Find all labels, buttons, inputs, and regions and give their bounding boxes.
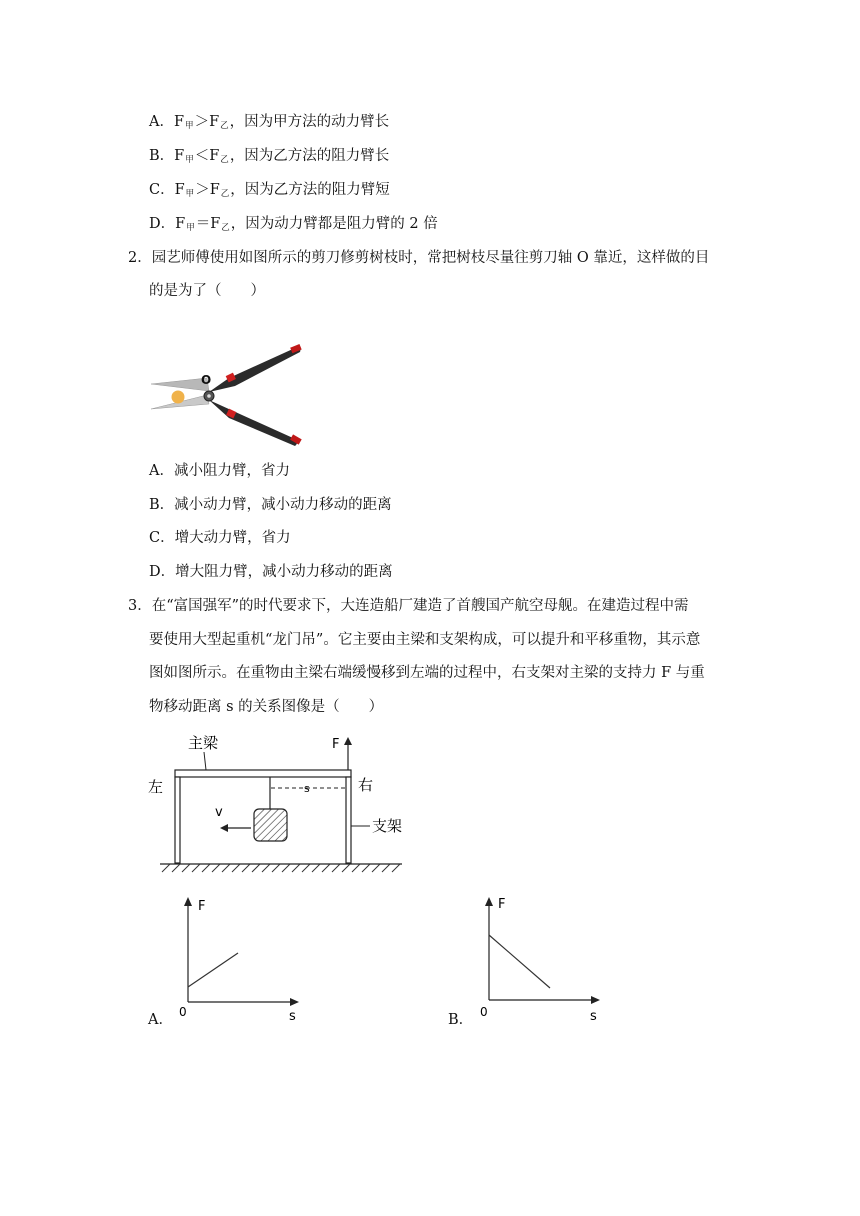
graph-b-line: [489, 935, 550, 988]
q2-option-c: C．增大动力臂，省力: [149, 530, 291, 546]
q2-option-b: B．减小动力臂，减小动力移动的距离: [149, 497, 392, 513]
right-label: 右: [358, 776, 374, 794]
q2-option-a: A．减小阻力臂，省力: [149, 463, 290, 479]
graph-option-b: [448, 890, 618, 1035]
q2-stem-line1: 2．园艺师傅使用如图所示的剪刀修剪树枝时，常把树枝尽量往剪刀轴 O 靠近，这样做的目: [128, 250, 710, 266]
graph-a-origin: 0: [179, 1005, 187, 1019]
load: [254, 809, 287, 841]
q1-option-d: D．$F_甲=F_乙$，因为动力臂都是阻力臂的 2 倍: [149, 216, 438, 233]
graph-b-origin: 0: [480, 1005, 488, 1019]
q3-stem-line2: 要使用大型起重机“龙门吊”。它主要由主梁和支架构成，可以提升和平移重物，其示意: [149, 632, 701, 648]
support-label: 支架: [372, 817, 403, 835]
graph-b-x-label: s: [590, 1009, 597, 1024]
pivot-label: O: [201, 373, 212, 387]
lower-handle: [209, 400, 297, 446]
q3-stem-line4: 物移动距离 s 的关系图像是（ ）: [149, 699, 384, 715]
q3-number: 3．: [128, 598, 152, 614]
q2-number: 2．: [128, 250, 152, 266]
branch-dot: [172, 391, 185, 404]
left-support: [175, 777, 180, 863]
q2-option-d: D．增大阻力臂，减小动力移动的距离: [149, 564, 393, 580]
distance-label: s: [304, 782, 310, 795]
q1-option-c: C．$F_甲>F_乙$，因为乙方法的阻力臂短: [149, 182, 390, 199]
graph-b-letter: B．: [448, 1012, 474, 1028]
graph-b-y-label: F: [498, 897, 506, 912]
right-support: [346, 777, 351, 863]
shears-figure: [145, 338, 310, 453]
graph-a-letter: A．: [148, 1012, 173, 1028]
graph-option-a: [148, 890, 318, 1035]
force-label: F: [332, 737, 340, 752]
q3-stem-line1: 3．在“富国强军”的时代要求下，大连造船厂建造了首艘国产航空母舰。在建造过程中需: [128, 598, 689, 614]
graph-a-line: [188, 953, 238, 987]
q1-option-b: B．$F_甲<F_乙$，因为乙方法的阻力臂长: [149, 148, 390, 165]
graph-a-x-label: s: [289, 1009, 296, 1024]
main-beam-label: 主梁: [188, 734, 219, 752]
graph-a-y-label: F: [198, 899, 206, 914]
q3-stem-line3: 图如图所示。在重物由主梁右端缓慢移到左端的过程中，右支架对主梁的支持力 F 与重: [149, 665, 705, 681]
main-beam: [175, 770, 351, 777]
velocity-label: v: [215, 805, 223, 820]
left-label: 左: [148, 778, 164, 796]
q2-stem-line2: 的是为了（ ）: [149, 283, 265, 299]
q1-option-a: A．$F_甲>F_乙$，因为甲方法的动力臂长: [149, 114, 390, 131]
upper-handle: [209, 348, 300, 393]
crane-figure: [140, 728, 410, 878]
